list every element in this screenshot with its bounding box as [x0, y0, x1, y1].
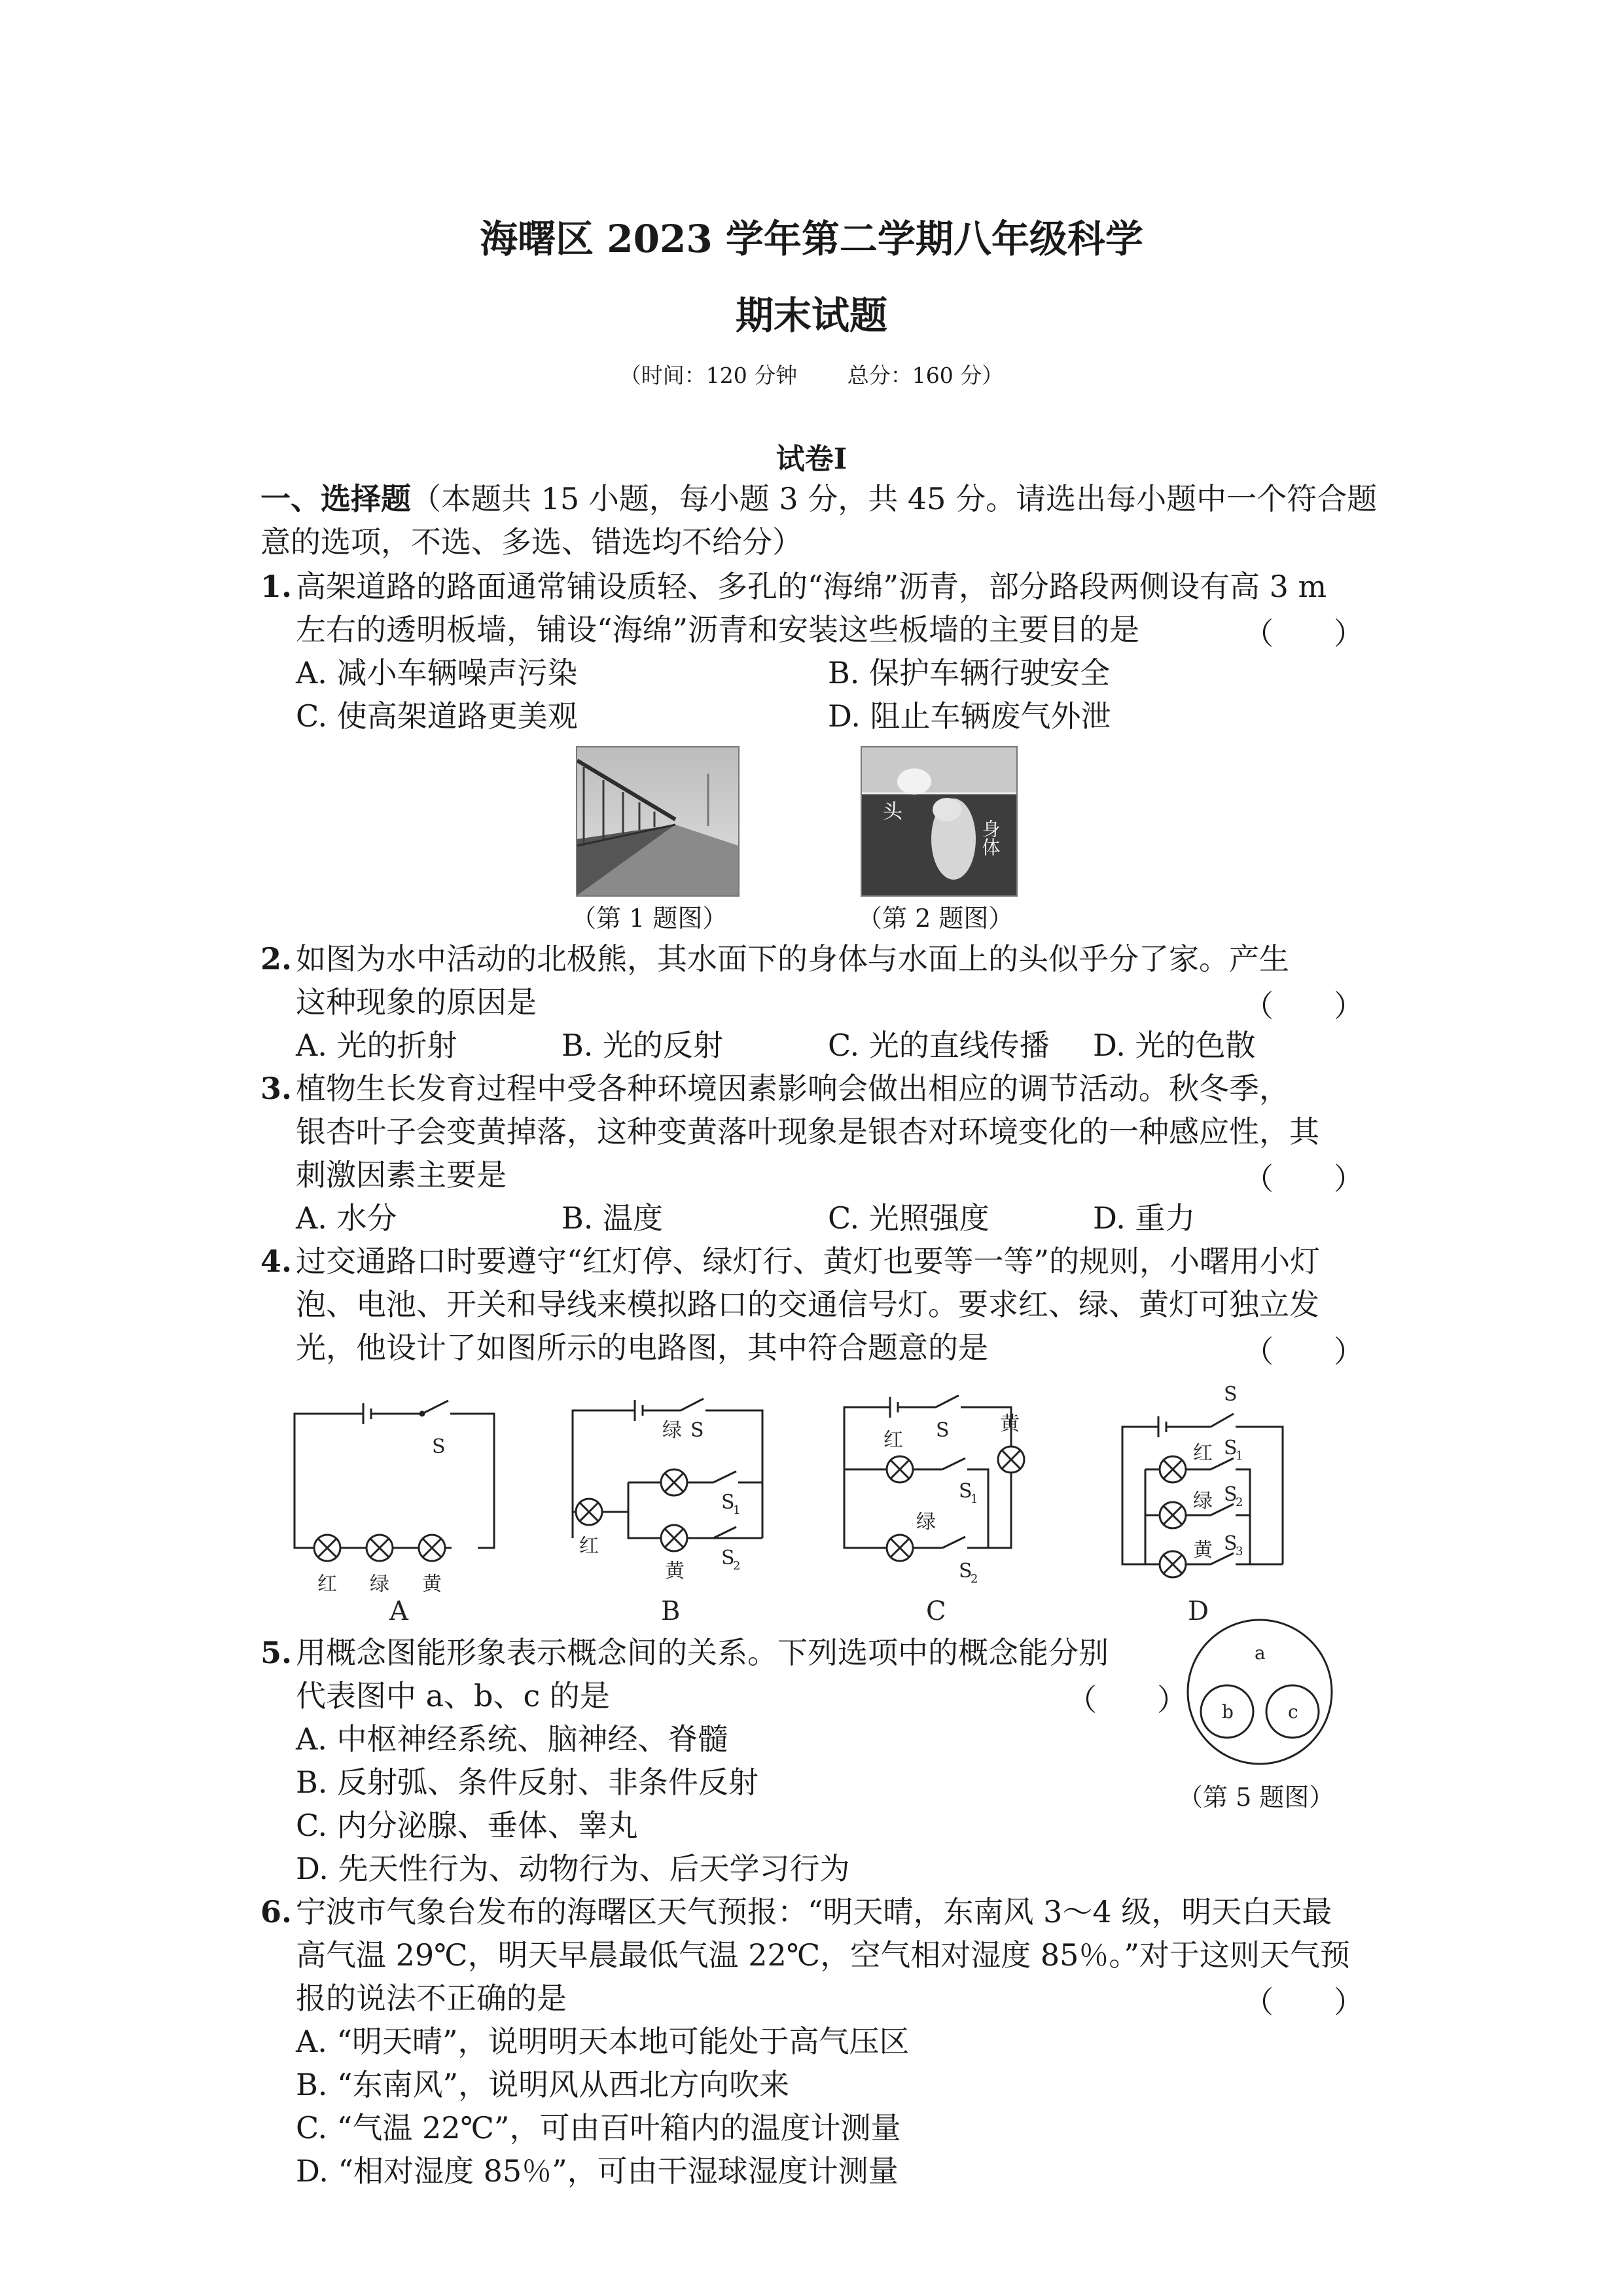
circuit-d-s2-label: S [1224, 1483, 1238, 1506]
circuit-c [844, 1395, 1024, 1561]
svg-text:1: 1 [1236, 1449, 1243, 1463]
q3-stem-line1: 植物生长发育过程中受各种环境因素影响会做出相应的调节活动。秋冬季， [296, 1071, 1289, 1106]
circuit-d-s3-label: S [1224, 1532, 1238, 1555]
q3-option-d[interactable]: D. 重力 [1093, 1200, 1196, 1236]
circuit-b-switch-label: S [690, 1419, 704, 1442]
q3-stem-line2: 银杏叶子会变黄掉落，这种变黄落叶现象是银杏对环境变化的一种感应性，其 [296, 1114, 1319, 1149]
circuit-b-yellow-label: 黄 [665, 1560, 685, 1583]
q3-stem-line3: 刺激因素主要是 [296, 1157, 507, 1193]
concept-label-b: b [1222, 1701, 1234, 1723]
q5-figure-caption: （第 5 题图） [1178, 1783, 1334, 1812]
circuit-c-red-label: 红 [883, 1429, 903, 1452]
q6-stem-line2: 高气温 29℃，明天早晨最低气温 22℃，空气相对湿度 85％。”对于这则天气预 [296, 1937, 1350, 1973]
q2-answer-blank[interactable]: （ ） [1243, 988, 1364, 1024]
circuit-a-red-label: 红 [317, 1573, 337, 1596]
circuit-d-switch-label: S [1224, 1383, 1238, 1406]
q3-option-b[interactable]: B. 温度 [562, 1200, 664, 1236]
q6-stem-line1: 宁波市气象台发布的海曙区天气预报：“明天晴，东南风 3～4 级，明天白天最 [296, 1894, 1332, 1929]
svg-text:3: 3 [1236, 1545, 1243, 1558]
page-subtitle: 期末试题 [735, 293, 887, 338]
circuit-a-green-label: 绿 [370, 1573, 389, 1596]
q6-stem-line3: 报的说法不正确的是 [296, 1981, 567, 2016]
q1-stem-line1: 高架道路的路面通常铺设质轻、多孔的“海绵”沥青，部分路段两侧设有高 3 m [296, 569, 1327, 604]
svg-text:1: 1 [733, 1503, 741, 1517]
q2-option-a[interactable]: A. 光的折射 [296, 1028, 457, 1063]
circuit-c-switch-label: S [936, 1419, 950, 1442]
circuit-d-red-label: 红 [1193, 1442, 1213, 1465]
exam-meta: （时间：120 分钟 总分：160 分） [619, 363, 1004, 388]
circuit-c-s1-label: S [959, 1480, 972, 1503]
q6-answer-blank[interactable]: （ ） [1243, 1984, 1364, 2020]
circuit-a [294, 1401, 494, 1561]
q5-option-b[interactable]: B. 反射弧、条件反射、非条件反射 [296, 1765, 759, 1800]
q5-number: 5. [260, 1635, 293, 1670]
q6-option-a[interactable]: A. “明天晴”，说明明天本地可能处于高气压区 [296, 2024, 910, 2059]
q1-option-a[interactable]: A. 减小车辆噪声污染 [296, 655, 578, 691]
q5-option-a[interactable]: A. 中枢神经系统、脑神经、脊髓 [296, 1721, 728, 1757]
circuit-b-green-label: 绿 [662, 1419, 682, 1442]
concept-label-a: a [1255, 1642, 1266, 1664]
svg-text:2: 2 [971, 1572, 978, 1586]
q2-polar-bear-photo [861, 746, 1018, 897]
q3-option-a[interactable]: A. 水分 [296, 1200, 397, 1236]
circuit-d-green-label: 绿 [1193, 1490, 1213, 1513]
q4-stem-line2: 泡、电池、开关和导线来模拟路口的交通信号灯。要求红、绿、黄灯可独立发 [296, 1287, 1319, 1322]
q2-option-b[interactable]: B. 光的反射 [562, 1028, 724, 1063]
q4-number: 4. [260, 1244, 293, 1279]
section-label: 一、选择题 [260, 481, 411, 516]
q5-option-d[interactable]: D. 先天性行为、动物行为、后天学习行为 [296, 1851, 850, 1886]
q1-highway-photo [576, 746, 740, 897]
q5-option-c[interactable]: C. 内分泌腺、垂体、睾丸 [296, 1808, 638, 1843]
circuit-b-label: B [661, 1596, 681, 1623]
circuit-a-switch-label: S [432, 1435, 446, 1458]
section-intro-line1: 一、选择题（本题共 15 小题，每小题 3 分，共 45 分。请选出每小题中一个符合题 [260, 481, 1378, 516]
q2-photo-label-head: 头 [883, 800, 902, 823]
q2-stem-line1: 如图为水中活动的北极熊，其水面下的身体与水面上的头似乎分了家。产生 [296, 941, 1289, 977]
q5-answer-blank[interactable]: （ ） [1067, 1682, 1187, 1717]
q2-option-d[interactable]: D. 光的色散 [1093, 1028, 1256, 1063]
q1-answer-blank[interactable]: （ ） [1243, 616, 1364, 651]
q4-stem-line3: 光，他设计了如图所示的电路图，其中符合题意的是 [296, 1330, 988, 1365]
circuit-a-label: A [389, 1596, 408, 1623]
circuit-d-label: D [1188, 1596, 1209, 1623]
q4-stem-line1: 过交通路口时要遵守“红灯停、绿灯行、黄灯也要等一等”的规则，小曙用小灯 [296, 1244, 1321, 1279]
q2-number: 2. [260, 941, 293, 977]
svg-text:1: 1 [971, 1492, 978, 1506]
section-intro-line2: 意的选项，不选、多选、错选均不给分） [260, 524, 802, 560]
q1-option-d[interactable]: D. 阻止车辆废气外泄 [828, 698, 1111, 734]
circuit-d-s1-label: S [1224, 1437, 1238, 1460]
q6-number: 6. [260, 1894, 293, 1929]
q3-option-c[interactable]: C. 光照强度 [828, 1200, 990, 1236]
circuit-c-yellow-label: 黄 [1000, 1412, 1020, 1435]
circuit-c-label: C [926, 1596, 946, 1623]
q5-stem-line2: 代表图中 a、b、c 的是 [296, 1678, 610, 1713]
circuit-b-red-label: 红 [579, 1535, 599, 1558]
q3-answer-blank[interactable]: （ ） [1243, 1161, 1364, 1196]
q4-circuit-diagrams [281, 1381, 1355, 1623]
q2-figure-caption: （第 2 题图） [857, 904, 1014, 933]
q2-photo-label-body: 身体 [979, 819, 1001, 856]
q6-option-c[interactable]: C. “气温 22℃”，可由百叶箱内的温度计测量 [296, 2110, 901, 2145]
q2-option-c[interactable]: C. 光的直线传播 [828, 1028, 1050, 1063]
svg-text:2: 2 [1236, 1496, 1243, 1509]
q5-stem-line1: 用概念图能形象表示概念间的关系。下列选项中的概念能分别 [296, 1635, 1109, 1670]
circuit-c-green-label: 绿 [916, 1511, 936, 1534]
q1-number: 1. [260, 569, 293, 604]
circuit-b-s2-label: S [721, 1547, 735, 1570]
q1-stem-line2: 左右的透明板墙，铺设“海绵”沥青和安装这些板墙的主要目的是 [296, 612, 1140, 647]
volume-label: 试卷Ⅰ [776, 442, 847, 476]
page-title: 海曙区 2023 学年第二学期八年级科学 [480, 217, 1143, 261]
q3-number: 3. [260, 1071, 293, 1106]
q4-answer-blank[interactable]: （ ） [1243, 1334, 1364, 1369]
concept-label-c: c [1288, 1701, 1298, 1723]
q1-option-c[interactable]: C. 使高架道路更美观 [296, 698, 578, 734]
q6-option-d[interactable]: D. “相对湿度 85％”，可由干湿球湿度计测量 [296, 2153, 899, 2189]
q1-option-b[interactable]: B. 保护车辆行驶安全 [828, 655, 1111, 691]
q1-figure-caption: （第 1 题图） [571, 904, 728, 933]
circuit-d-yellow-label: 黄 [1193, 1539, 1213, 1562]
q2-stem-line2: 这种现象的原因是 [296, 984, 537, 1020]
circuit-b-s1-label: S [721, 1491, 735, 1514]
circuit-c-s2-label: S [959, 1560, 972, 1583]
svg-text:2: 2 [733, 1559, 741, 1573]
q5-concept-diagram [1185, 1617, 1335, 1767]
q6-option-b[interactable]: B. “东南风”，说明风从西北方向吹来 [296, 2067, 790, 2102]
circuit-a-yellow-label: 黄 [422, 1573, 442, 1596]
